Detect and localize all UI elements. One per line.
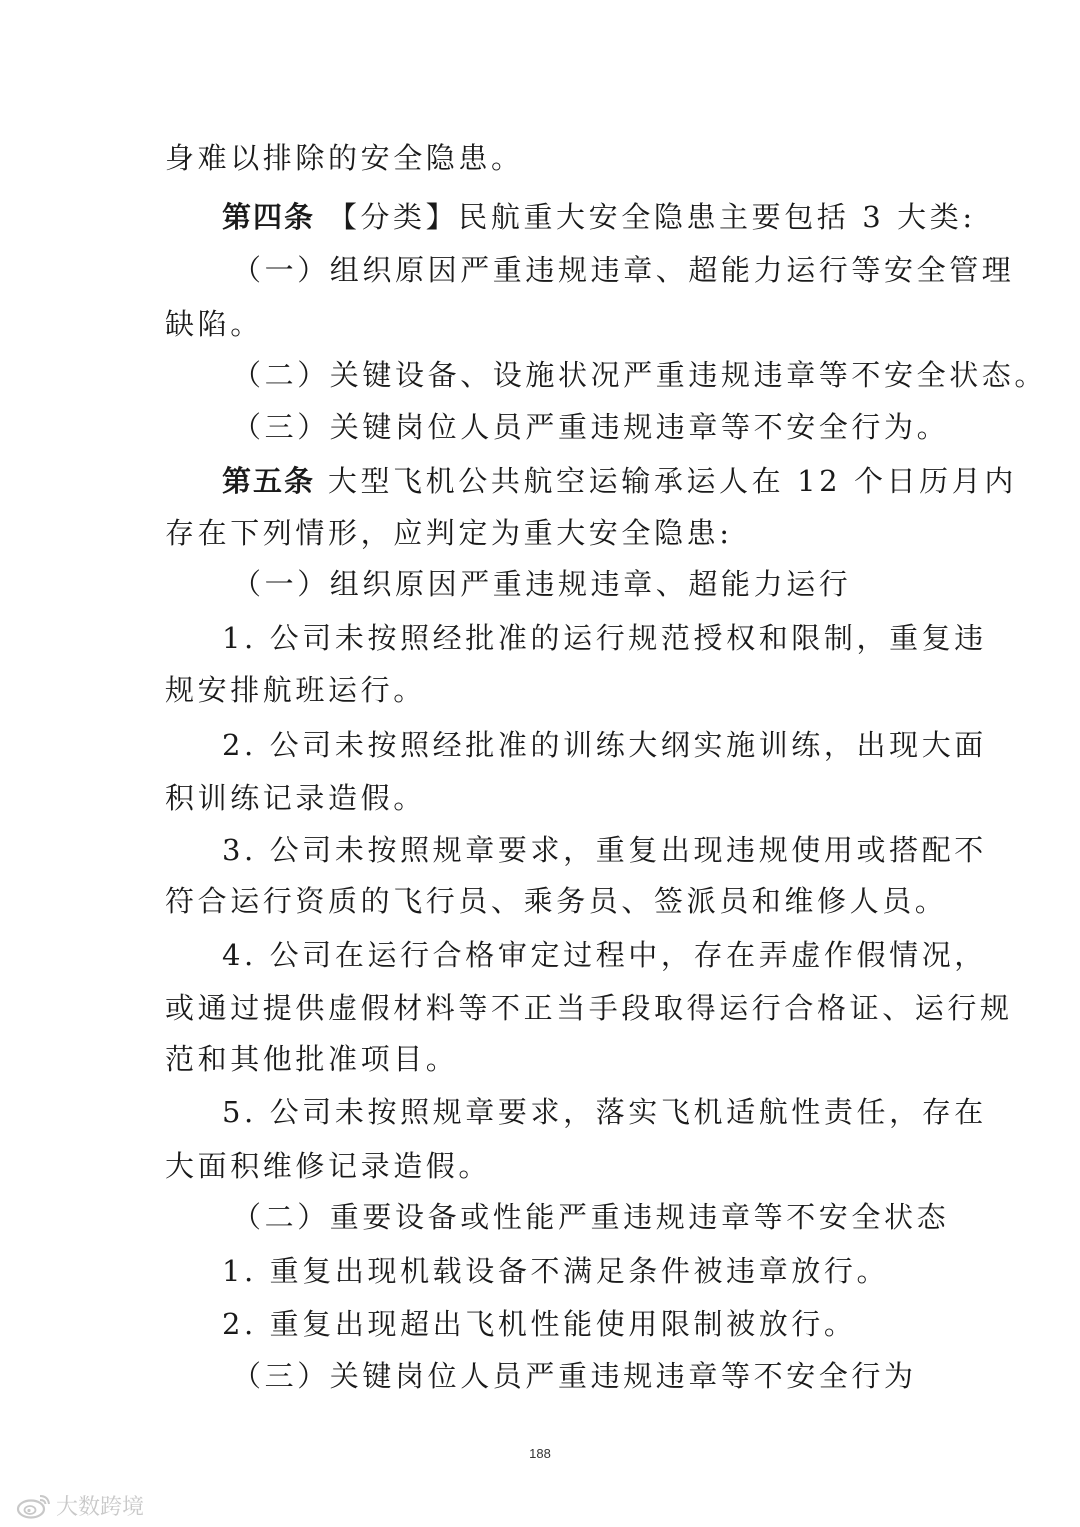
text-line: 4. 公司在运行合格审定过程中，存在弄虚作假情况， xyxy=(222,938,987,972)
text-line: （二）关键设备、设施状况严重违规违章等不安全状态。 xyxy=(232,358,1048,392)
text-line: 缺陷。 xyxy=(165,307,263,341)
text-line: 规安排航班运行。 xyxy=(165,673,426,707)
watermark xyxy=(16,1490,144,1521)
weibo-logo-icon xyxy=(16,1493,52,1519)
text-line: （三）关键岗位人员严重违规违章等不安全行为。 xyxy=(232,410,950,444)
text-line: 2. 公司未按照经批准的训练大纲实施训练，出现大面 xyxy=(222,728,987,762)
text-line: 或通过提供虚假材料等不正当手段取得运行合格证、运行规 xyxy=(165,991,1013,1025)
article-4-heading: 第四条 xyxy=(222,200,316,234)
text-line: （二）重要设备或性能严重违规违章等不安全状态 xyxy=(232,1200,950,1234)
text-line: （一）组织原因严重违规违章、超能力运行 xyxy=(232,567,852,601)
text-line: （三）关键岗位人员严重违规违章等不安全行为 xyxy=(232,1359,917,1393)
text-line: 3. 公司未按照规章要求，重复出现违规使用或搭配不 xyxy=(222,833,987,867)
text-line: 1. 重复出现机载设备不满足条件被违章放行。 xyxy=(222,1254,890,1288)
watermark-text: 大数跨境 xyxy=(56,1495,145,1520)
text-line: 积训练记录造假。 xyxy=(165,781,426,815)
text-segment: 【分类】民航重大安全隐患主要包括 3 大类: xyxy=(327,200,976,234)
text-line: （一）组织原因严重违规违章、超能力运行等安全管理 xyxy=(232,253,1015,287)
page-number: 188 xyxy=(529,1446,551,1461)
text-line: 身难以排除的安全隐患。 xyxy=(165,141,524,175)
text-line: 2. 重复出现超出飞机性能使用限制被放行。 xyxy=(222,1307,857,1341)
text-line: 存在下列情形，应判定为重大安全隐患: xyxy=(165,516,733,550)
article-5-line xyxy=(222,463,1017,499)
text-line: 5. 公司未按照规章要求，落实飞机适航性责任，存在 xyxy=(222,1095,987,1129)
article-4-line xyxy=(222,199,976,235)
text-line: 范和其他批准项目。 xyxy=(165,1042,459,1076)
text-segment: 大型飞机公共航空运输承运人在 12 个日历月内 xyxy=(327,464,1017,498)
text-line: 大面积维修记录造假。 xyxy=(165,1149,492,1183)
text-line: 符合运行资质的飞行员、乘务员、签派员和维修人员。 xyxy=(165,884,948,918)
article-5-heading: 第五条 xyxy=(222,464,316,498)
text-line: 1. 公司未按照经批准的运行规范授权和限制，重复违 xyxy=(222,621,987,655)
